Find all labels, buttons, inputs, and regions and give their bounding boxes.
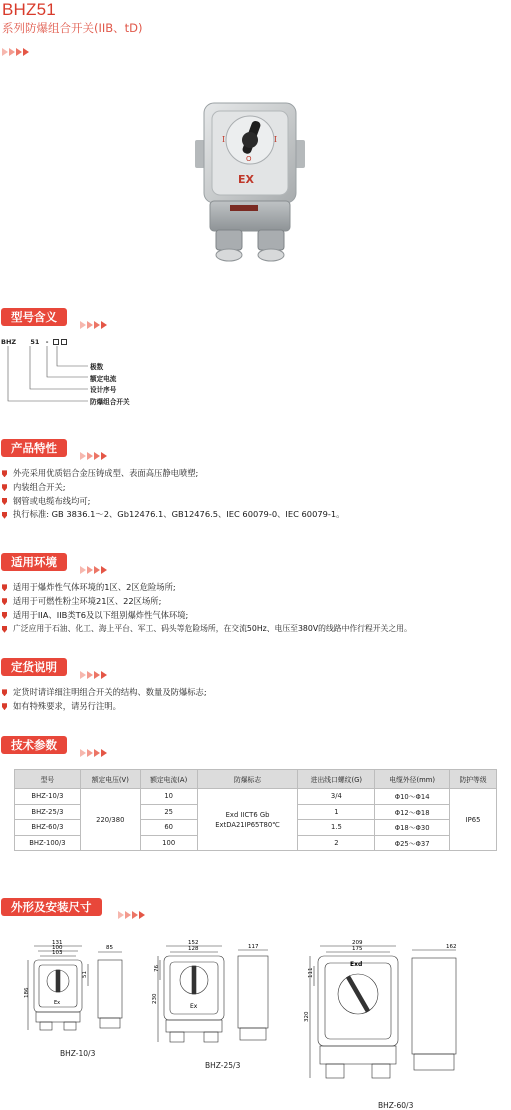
dim-w2: 128 xyxy=(188,946,199,952)
product-photo xyxy=(190,95,310,270)
tech-table xyxy=(14,769,497,851)
section-chevrons xyxy=(80,566,108,574)
table-row: BHZ-10/3 220/380 10 Exd IICT6 Gb ExtDA21IP65T80℃ 3/4 Φ10～Φ14 IP65 xyxy=(15,789,497,805)
list-item: 定货时请详细注明组合开关的结构、数量及防爆标志; xyxy=(2,686,207,700)
list-item: 广泛应用于石油、化工、海上平台、军工、码头等危险场所，在交流50Hz、电压至380V的线路中作行程开关之用。 xyxy=(2,622,412,636)
dim-m: 111 xyxy=(308,967,314,978)
dim-h: 230 xyxy=(152,993,158,1004)
list-item: 执行标准: GB 3836.1～2、Gb12476.1、GB12476.5、IEC 60079-0、IEC 60079-1。 xyxy=(2,508,344,522)
list-item: 适用于可燃性粉尘环境21区、22区场所; xyxy=(2,595,412,609)
dim-h: 186 xyxy=(24,987,30,998)
model-label-poles: 极数 xyxy=(90,363,104,371)
list-item: 内装组合开关; xyxy=(2,481,344,495)
environment-list xyxy=(2,581,412,636)
list-item: 适用于IIA、IIB类T6及以下组别爆炸性气体环境; xyxy=(2,609,412,623)
section-environment-heading: 适用环境 xyxy=(1,553,67,571)
table-header: 防爆标志 xyxy=(197,770,298,789)
dim-w1: 209 xyxy=(352,940,363,946)
table-row: BHZ-100/3 100 2 Φ25～Φ37 xyxy=(15,835,497,851)
section-chevrons xyxy=(118,911,146,919)
dim-w3: 103 xyxy=(52,950,63,956)
dim-w2: 100 xyxy=(52,945,63,951)
table-row: BHZ-60/3 60 1.5 Φ18～Φ30 xyxy=(15,820,497,836)
drawing-ex-tag: Exd xyxy=(350,961,363,968)
section-tech-heading: 技术参数 xyxy=(1,736,67,754)
dim-side: 117 xyxy=(248,944,259,950)
table-header: 进出线口螺纹(G) xyxy=(298,770,375,789)
dial-zero-label: O xyxy=(246,155,252,163)
drawing-bhz-25-3 xyxy=(148,936,283,1056)
list-item: 适用于爆炸性气体环境的1区、2区危险场所; xyxy=(2,581,412,595)
ex-mark-cell: Exd IICT6 Gb ExtDA21IP65T80℃ xyxy=(197,789,298,851)
section-dimensions-heading: 外形及安装尺寸 xyxy=(1,898,102,916)
list-item: 外壳采用优质铝合金压铸成型、表面高压静电喷塑; xyxy=(2,467,344,481)
table-header: 额定电压(V) xyxy=(80,770,140,789)
list-item: 如有特殊要求，请另行注明。 xyxy=(2,700,207,714)
drawing-caption: BHZ-10/3 xyxy=(60,1049,96,1058)
section-features-heading: 产品特性 xyxy=(1,439,67,457)
dim-w1: 152 xyxy=(188,940,199,946)
model-label-current: 额定电流 xyxy=(90,374,117,383)
drawing-bhz-60-3 xyxy=(300,936,505,1096)
list-item: 钢管或电缆布线均可; xyxy=(2,495,344,509)
dim-m: 51 xyxy=(82,971,88,978)
dim-h: 320 xyxy=(304,1011,310,1022)
model-code-prefix: BHZ xyxy=(1,338,17,346)
drawing-bhz-10-3 xyxy=(20,936,150,1046)
table-header-row xyxy=(15,770,497,789)
ordering-list xyxy=(2,686,207,714)
section-chevrons xyxy=(80,452,108,460)
section-ordering-heading: 定货说明 xyxy=(1,658,67,676)
section-chevrons xyxy=(80,321,108,329)
page-subtitle: 系列防爆组合开关(IIB、tD) xyxy=(2,21,143,35)
table-header: 电缆外径(mm) xyxy=(375,770,450,789)
model-code-labels xyxy=(90,362,130,408)
model-label-design: 设计序号 xyxy=(90,386,117,394)
dim-w1: 131 xyxy=(52,940,63,946)
dim-m: 76 xyxy=(154,965,160,972)
table-header: 额定电流(A) xyxy=(140,770,197,789)
dim-w2: 175 xyxy=(352,946,363,952)
header-chevrons xyxy=(2,48,30,56)
section-chevrons xyxy=(80,671,108,679)
drawing-ex-tag: Ex xyxy=(190,1003,198,1010)
section-model-meaning-heading: 型号含义 xyxy=(1,308,67,326)
model-code xyxy=(1,338,67,346)
dim-side: 162 xyxy=(446,944,457,950)
voltage-cell: 220/380 xyxy=(80,789,140,851)
model-code-dash: - xyxy=(45,338,49,346)
table-row: BHZ-25/3 25 1 Φ12～Φ18 xyxy=(15,804,497,820)
model-label-switch: 防爆组合开关 xyxy=(90,397,130,406)
model-code-tree xyxy=(0,346,95,406)
page-title: BHZ51 xyxy=(2,0,56,19)
dial-right-label: I xyxy=(274,135,278,144)
section-chevrons xyxy=(80,749,108,757)
dial-left-label: I xyxy=(222,135,226,144)
model-code-series: 51 xyxy=(30,338,40,346)
drawing-ex-tag: Ex xyxy=(54,1000,61,1006)
dim-side: 85 xyxy=(106,945,113,951)
features-list xyxy=(2,467,344,522)
table-header: 型号 xyxy=(15,770,81,789)
ex-mark: EX xyxy=(238,173,254,186)
drawing-caption: BHZ-25/3 xyxy=(205,1061,241,1070)
drawing-caption: BHZ-60/3 xyxy=(378,1101,414,1110)
protection-cell: IP65 xyxy=(450,789,497,851)
table-header: 防护等级 xyxy=(450,770,497,789)
